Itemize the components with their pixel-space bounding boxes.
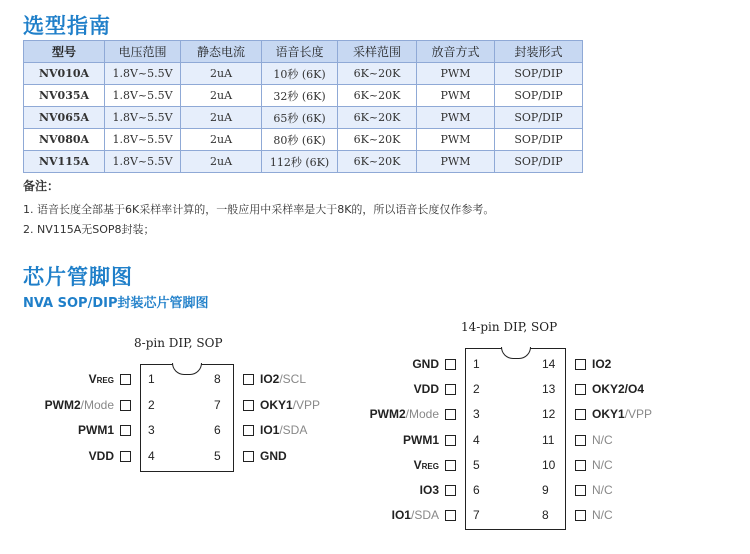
pin-box bbox=[120, 374, 131, 385]
column-header: 电压范围 bbox=[105, 41, 181, 63]
pin-name: IO1 bbox=[391, 508, 411, 523]
table-header-row bbox=[24, 41, 583, 63]
pin-name: GND bbox=[412, 357, 439, 371]
pin-name: VDD bbox=[88, 448, 114, 463]
pin-diagram-title: 芯片管脚图 bbox=[23, 265, 133, 289]
pin-name: IO2 bbox=[592, 357, 612, 371]
pkg8-title: 8-pin DIP, SOP bbox=[134, 336, 223, 350]
pin-number: 12 bbox=[542, 407, 556, 422]
pin-name-suffix: N/C bbox=[592, 483, 613, 497]
selection-table bbox=[23, 40, 583, 173]
table-cell: 10秒 (6K) bbox=[262, 63, 338, 85]
table-cell-model: NV080A bbox=[24, 129, 105, 151]
pin-label bbox=[392, 508, 439, 522]
pin-diagram-subtitle: NVA SOP/DIP封装芯片管脚图 bbox=[23, 296, 209, 311]
pin-name: GND bbox=[260, 448, 287, 463]
pin-label bbox=[89, 372, 114, 386]
pin-number: 1 bbox=[473, 357, 480, 371]
pkg14-notch bbox=[501, 347, 531, 359]
pin-name: VDD bbox=[413, 382, 439, 397]
pin-box bbox=[575, 359, 586, 370]
table-cell: 80秒 (6K) bbox=[262, 129, 338, 151]
table-cell-model: NV065A bbox=[24, 107, 105, 129]
table-cell: 6K~20K bbox=[338, 151, 417, 173]
table-row bbox=[24, 107, 583, 129]
column-header: 封装形式 bbox=[495, 41, 583, 63]
pin-name: PWM2 bbox=[44, 397, 81, 412]
pin-name: V bbox=[413, 457, 422, 472]
pin-name-suffix: /SDA bbox=[410, 508, 439, 523]
table-cell: 1.8V~5.5V bbox=[105, 151, 181, 173]
pin-box bbox=[575, 409, 586, 420]
pin-box bbox=[120, 425, 131, 436]
pkg14-title: 14-pin DIP, SOP bbox=[461, 320, 558, 334]
selection-guide-title: 选型指南 bbox=[23, 14, 111, 38]
note-item: 2. NV115A无SOP8封装； bbox=[23, 223, 155, 236]
table-cell: PWM bbox=[417, 63, 495, 85]
pin-number: 14 bbox=[542, 357, 556, 371]
pkg8-notch bbox=[172, 363, 202, 375]
table-cell: PWM bbox=[417, 151, 495, 173]
pin-name-suffix: N/C bbox=[592, 457, 613, 472]
table-cell: 32秒 (6K) bbox=[262, 85, 338, 107]
table-cell: 6K~20K bbox=[338, 107, 417, 129]
pin-label bbox=[414, 458, 439, 472]
pin-box bbox=[575, 510, 586, 521]
table-cell: PWM bbox=[417, 129, 495, 151]
column-header: 型号 bbox=[24, 41, 105, 63]
pin-label bbox=[260, 449, 287, 463]
table-cell: 2uA bbox=[181, 85, 262, 107]
table-cell: 65秒 (6K) bbox=[262, 107, 338, 129]
pin-name-suffix: /Mode bbox=[80, 397, 114, 412]
table-cell: 6K~20K bbox=[338, 129, 417, 151]
pin-number: 9 bbox=[542, 483, 549, 497]
pin-name: OKY1 bbox=[592, 407, 625, 422]
column-header: 语音长度 bbox=[262, 41, 338, 63]
table-cell: PWM bbox=[417, 85, 495, 107]
pin-name-suffix: /SDA bbox=[279, 423, 308, 437]
pin-box bbox=[575, 460, 586, 471]
pin-number: 8 bbox=[214, 372, 221, 386]
pin-number: 4 bbox=[473, 432, 480, 447]
pin-number: 5 bbox=[214, 448, 221, 463]
pin-number: 6 bbox=[473, 483, 480, 497]
pin-name: OKY2/O4 bbox=[592, 382, 645, 397]
pin-name: IO3 bbox=[419, 483, 439, 497]
table-row bbox=[24, 129, 583, 151]
table-cell: 2uA bbox=[181, 129, 262, 151]
table-cell: SOP/DIP bbox=[495, 151, 583, 173]
pin-number: 1 bbox=[148, 372, 155, 386]
pin-name-suffix: /VPP bbox=[624, 407, 653, 422]
pin-name-sub: REG bbox=[96, 376, 114, 385]
pin-label bbox=[592, 483, 613, 497]
pin-label bbox=[592, 357, 611, 371]
pin-box bbox=[120, 400, 131, 411]
pin-label bbox=[592, 407, 652, 421]
table-cell: SOP/DIP bbox=[495, 107, 583, 129]
table-cell: PWM bbox=[417, 107, 495, 129]
table-cell: 2uA bbox=[181, 63, 262, 85]
pin-label bbox=[260, 423, 307, 437]
pin-box bbox=[445, 485, 456, 496]
pin-label bbox=[592, 382, 644, 396]
table-cell: 1.8V~5.5V bbox=[105, 63, 181, 85]
pin-label bbox=[403, 433, 439, 447]
pin-label bbox=[78, 423, 114, 437]
pin-box bbox=[445, 359, 456, 370]
pin-number: 11 bbox=[542, 432, 555, 447]
pin-number: 8 bbox=[542, 508, 549, 523]
pin-box bbox=[445, 460, 456, 471]
pin-box bbox=[445, 384, 456, 395]
pin-box bbox=[575, 485, 586, 496]
column-header: 放音方式 bbox=[417, 41, 495, 63]
table-cell-model: NV035A bbox=[24, 85, 105, 107]
table-cell: 6K~20K bbox=[338, 85, 417, 107]
pin-number: 6 bbox=[214, 423, 221, 437]
table-cell: 6K~20K bbox=[338, 63, 417, 85]
note-item: 1. 语音长度全部基于6K采样率计算的，一般应用中采样率是大于8K的，所以语音长度仅作参考。 bbox=[23, 203, 495, 216]
pin-box bbox=[120, 451, 131, 462]
pin-label bbox=[420, 483, 439, 497]
pin-box bbox=[575, 435, 586, 446]
pin-name: PWM2 bbox=[369, 407, 406, 422]
pin-label bbox=[260, 398, 320, 412]
pin-number: 5 bbox=[473, 457, 480, 472]
pin-box bbox=[575, 384, 586, 395]
pin-name-suffix: N/C bbox=[592, 508, 613, 523]
table-cell: SOP/DIP bbox=[495, 85, 583, 107]
table-cell: 1.8V~5.5V bbox=[105, 129, 181, 151]
table-cell-model: NV115A bbox=[24, 151, 105, 173]
pin-number: 7 bbox=[473, 508, 480, 523]
table-cell: 1.8V~5.5V bbox=[105, 85, 181, 107]
table-row bbox=[24, 151, 583, 173]
pin-name: OKY1 bbox=[260, 397, 293, 412]
pin-number: 7 bbox=[214, 397, 221, 412]
table-row bbox=[24, 85, 583, 107]
pin-number: 4 bbox=[148, 448, 155, 463]
pin-name: IO1 bbox=[260, 423, 280, 437]
table-cell: 1.8V~5.5V bbox=[105, 107, 181, 129]
table-cell: 112秒 (6K) bbox=[262, 151, 338, 173]
pin-label bbox=[89, 449, 114, 463]
pin-number: 3 bbox=[148, 423, 155, 437]
table-cell: 2uA bbox=[181, 151, 262, 173]
column-header: 采样范围 bbox=[338, 41, 417, 63]
pin-box bbox=[243, 425, 254, 436]
pin-box bbox=[243, 451, 254, 462]
pin-number: 3 bbox=[473, 407, 480, 422]
table-cell: SOP/DIP bbox=[495, 129, 583, 151]
pin-label bbox=[45, 398, 114, 412]
pin-box bbox=[445, 510, 456, 521]
pin-name-suffix: /SCL bbox=[279, 372, 307, 386]
pin-name-suffix: /Mode bbox=[405, 407, 439, 422]
pin-number: 10 bbox=[542, 457, 556, 472]
column-header: 静态电流 bbox=[181, 41, 262, 63]
pin-box bbox=[243, 400, 254, 411]
table-row bbox=[24, 63, 583, 85]
table-cell-model: NV010A bbox=[24, 63, 105, 85]
pin-name-sub: REG bbox=[421, 461, 439, 471]
pin-box bbox=[243, 374, 254, 385]
pin-label bbox=[412, 357, 439, 371]
pin-label bbox=[260, 372, 306, 386]
pin-label bbox=[592, 458, 613, 472]
pin-name: PWM1 bbox=[78, 423, 114, 437]
pin-name-suffix: /VPP bbox=[292, 397, 321, 412]
pin-name: PWM1 bbox=[403, 432, 439, 447]
notes-heading: 备注： bbox=[23, 179, 60, 193]
pin-number: 13 bbox=[542, 382, 556, 397]
pin-label bbox=[592, 508, 613, 522]
pin-label bbox=[370, 407, 439, 421]
pin-name-suffix: N/C bbox=[592, 432, 613, 447]
pin-name: IO2 bbox=[260, 372, 280, 386]
pin-number: 2 bbox=[473, 382, 480, 397]
pin-label bbox=[414, 382, 439, 396]
pin-label bbox=[592, 433, 613, 447]
table-cell: 2uA bbox=[181, 107, 262, 129]
pin-box bbox=[445, 409, 456, 420]
table-cell: SOP/DIP bbox=[495, 63, 583, 85]
pin-box bbox=[445, 435, 456, 446]
pin-number: 2 bbox=[148, 397, 155, 412]
pin-name: V bbox=[88, 372, 97, 386]
